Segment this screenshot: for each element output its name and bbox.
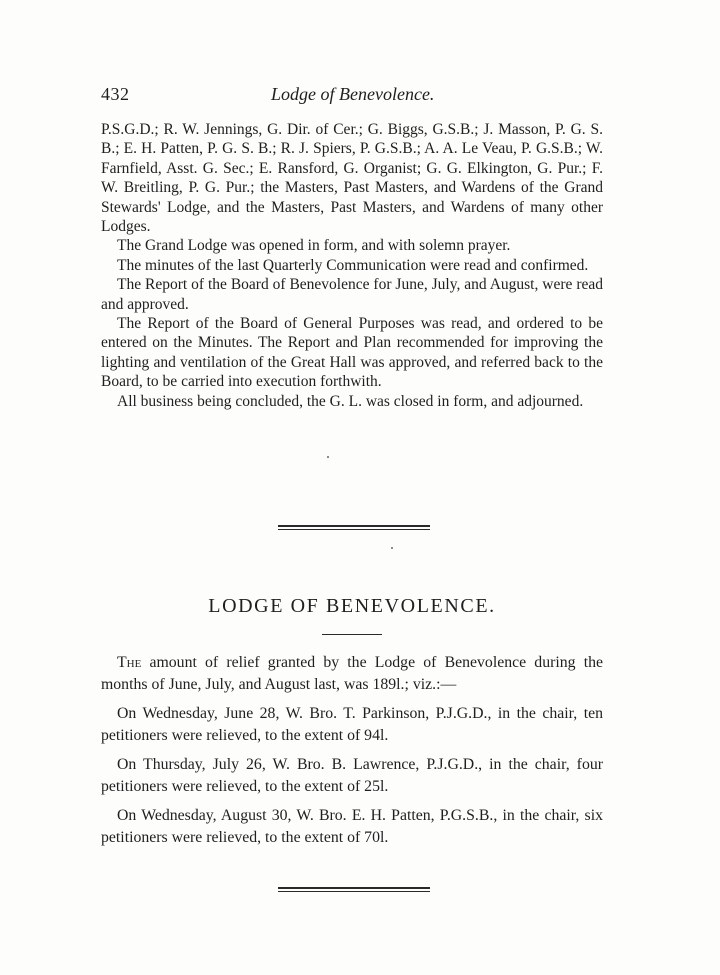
proceedings-text bbox=[101, 120, 603, 411]
section-divider-rule bbox=[278, 525, 430, 530]
heading-underline-rule bbox=[322, 634, 382, 635]
page-number: 432 bbox=[101, 84, 130, 104]
relief-summary bbox=[101, 652, 603, 848]
relief-entry: On Wednesday, June 28, W. Bro. T. Parkinson, P.J.G.D., in the chair, ten petitioners were relieved, to the extent of 94l. bbox=[101, 705, 603, 744]
minutes-paragraph: The minutes of the last Quarterly Communication were read and confirmed. bbox=[117, 256, 589, 274]
running-head bbox=[101, 84, 603, 110]
intro-text: amount of relief granted by the Lodge of Benevolence during the months of June, July, and August last, was 189l.; viz.:— bbox=[101, 654, 603, 693]
benevolence-report-paragraph: The Report of the Board of Benevolence for June, July, and August, were read and approved. bbox=[101, 276, 603, 313]
relief-intro-paragraph bbox=[101, 652, 603, 695]
relief-entry: On Thursday, July 26, W. Bro. B. Lawrence, P.J.G.D., in the chair, four petitioners were relieved, to the extent of 25l. bbox=[101, 756, 603, 795]
section-heading: LODGE OF BENEVOLENCE. bbox=[208, 595, 496, 617]
page-end-rule bbox=[278, 887, 430, 892]
paper-speck bbox=[327, 456, 329, 458]
attendees-paragraph: P.S.G.D.; R. W. Jennings, G. Dir. of Cer.; G. Biggs, G.S.B.; J. Masson, P. G. S. B.; E. H. Patten, P. G. S. B.; R. J. Spiers, P. G.S.B.; A. A. Le Veau, P. G.S.B.; W. Farnfield, Asst. G. Sec.; E. Ransford, G. Organist; G. G. Elkington, G. Pur.; F. W. Breitling, P. G. Pur.; the Masters, Past Masters, and Wardens of the Grand Stewards' Lodge, and the Masters, Past Masters, and Wardens of many other Lodges. bbox=[101, 121, 603, 236]
opening-paragraph: The Grand Lodge was opened in form, and with solemn prayer. bbox=[117, 237, 511, 255]
running-title: Lodge of Benevolence. bbox=[271, 84, 435, 104]
paper-speck bbox=[391, 547, 393, 549]
intro-lead-word: The bbox=[117, 654, 142, 671]
relief-entry: On Wednesday, August 30, W. Bro. E. H. Patten, P.G.S.B., in the chair, six petitioners were relieved, to the extent of 70l. bbox=[101, 807, 603, 846]
closing-paragraph: All business being concluded, the G. L. was closed in form, and adjourned. bbox=[117, 392, 584, 410]
general-purposes-paragraph: The Report of the Board of General Purposes was read, and ordered to be entered on the Minutes. The Report and Plan recommended for improving the lighting and ventilation of the Great Hall was approved, and referred back to the Board, to be carried into execution forthwith. bbox=[101, 315, 603, 391]
book-page bbox=[101, 84, 603, 846]
